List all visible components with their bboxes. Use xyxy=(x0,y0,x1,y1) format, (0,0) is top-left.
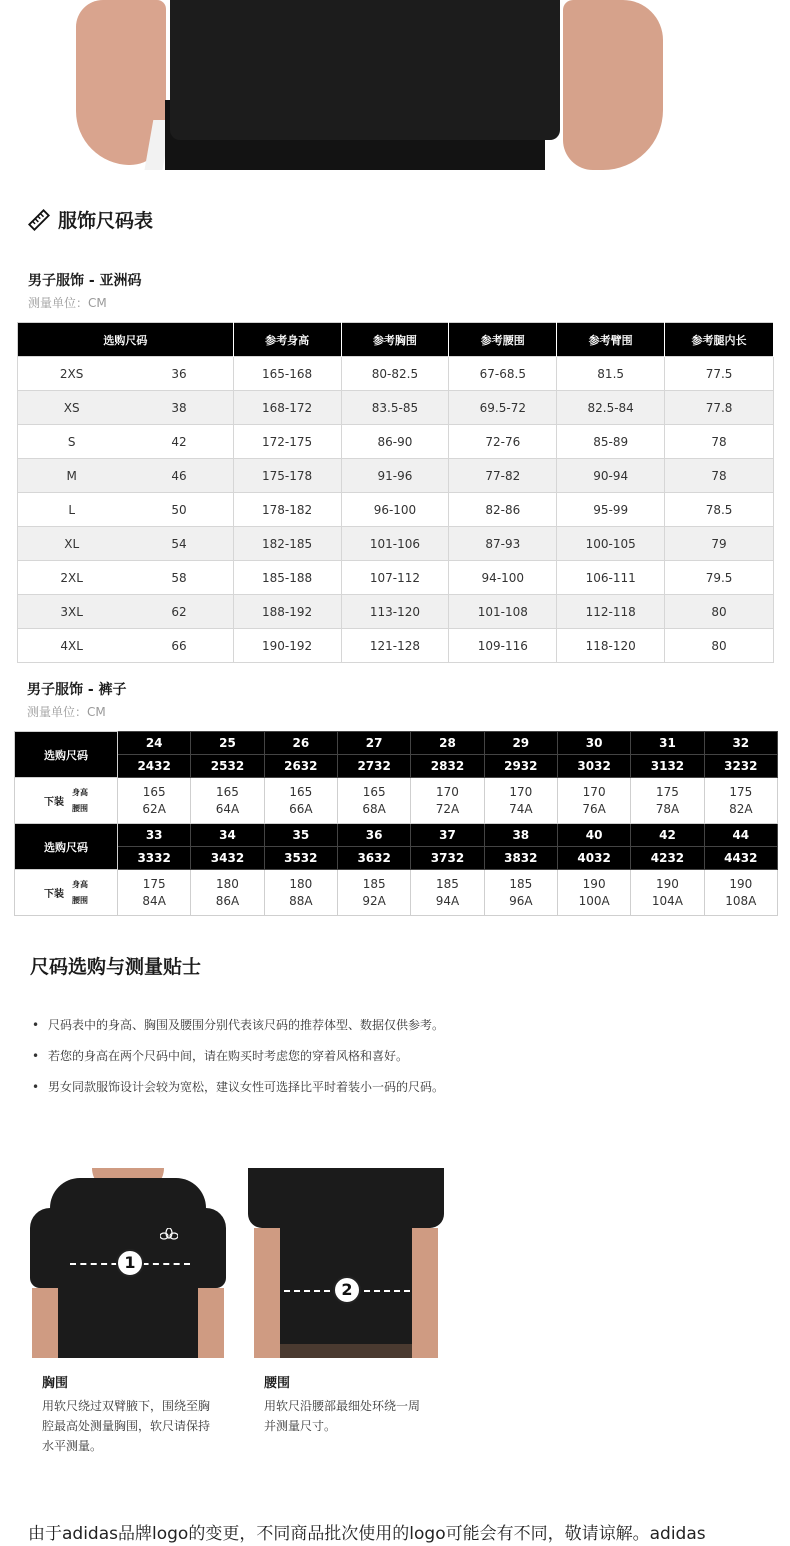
table-cell: 90-94 xyxy=(557,459,665,493)
waist-desc: 用软尺沿腰部最细处环绕一周并测量尺寸。 xyxy=(264,1399,421,1433)
table-cell: 118-120 xyxy=(557,629,665,663)
waist-value: 66A xyxy=(289,801,313,816)
table-cell: 62 xyxy=(125,595,233,629)
tshirt xyxy=(278,1168,414,1344)
size-cell: 29 xyxy=(484,732,557,755)
table-cell: XL xyxy=(18,527,126,561)
table-cell: 175-178 xyxy=(233,459,341,493)
table-cell: 79.5 xyxy=(665,561,774,595)
table-row xyxy=(15,755,778,778)
table-cell: 3XL xyxy=(18,595,126,629)
table-cell: 66 xyxy=(125,629,233,663)
table-cell: 78 xyxy=(665,459,774,493)
waist-badge: 2 xyxy=(333,1276,361,1304)
waist-value: 100A xyxy=(578,893,610,908)
table-cell: 38 xyxy=(125,391,233,425)
table-row xyxy=(15,870,778,916)
table-cell: 79 xyxy=(665,527,774,561)
ruler-icon xyxy=(28,209,50,231)
waist-label: 腰围 xyxy=(72,895,88,905)
col-header: 参考胸围 xyxy=(341,323,449,357)
section-title: 服饰尺码表 xyxy=(58,210,154,232)
value-cell xyxy=(337,870,410,916)
table-cell: 77-82 xyxy=(449,459,557,493)
col-header: 参考身高 xyxy=(233,323,341,357)
table-cell: 67-68.5 xyxy=(449,357,557,391)
arm-left xyxy=(254,1228,280,1358)
size-cell: 28 xyxy=(411,732,484,755)
code-cell: 2432 xyxy=(118,755,191,778)
chest-desc: 用软尺绕过双臂腋下，围绕至胸腔最高处测量胸围，软尺请保持水平测量。 xyxy=(42,1399,211,1453)
height-value: 165 xyxy=(289,784,313,799)
size-cell: 25 xyxy=(191,732,264,755)
table-cell: 2XL xyxy=(18,561,126,595)
code-cell: 3032 xyxy=(557,755,630,778)
table-row xyxy=(15,824,778,847)
table-cell: 78 xyxy=(665,425,774,459)
size-cell: 38 xyxy=(484,824,557,847)
code-cell: 4232 xyxy=(631,847,704,870)
code-cell: 3532 xyxy=(264,847,337,870)
table-cell: XS xyxy=(18,391,126,425)
table-cell: 46 xyxy=(125,459,233,493)
table-cell: 106-111 xyxy=(557,561,665,595)
table-row xyxy=(18,425,774,459)
value-cell xyxy=(411,870,484,916)
waist-value: 104A xyxy=(651,893,684,908)
size-cell: 32 xyxy=(704,732,777,755)
table-cell: 85-89 xyxy=(557,425,665,459)
table-cell: 96-100 xyxy=(341,493,449,527)
table1-title: 男子服饰 - 亚洲码 xyxy=(28,273,142,289)
list-item: • 尺码表中的身高、胸围及腰围分别代表该尺码的推荐体型、数据仅供参考。 xyxy=(30,1016,450,1035)
waist-value: 74A xyxy=(509,801,533,816)
table-cell: 82.5-84 xyxy=(557,391,665,425)
table2-title: 男子服饰 - 裤子 xyxy=(27,682,127,698)
code-cell: 2832 xyxy=(411,755,484,778)
height-value: 175 xyxy=(656,784,679,799)
table-cell: 182-185 xyxy=(233,527,341,561)
table-cell: L xyxy=(18,493,126,527)
table1-unit: 测量单位：CM xyxy=(28,296,107,310)
table-cell: 54 xyxy=(125,527,233,561)
waist-value: 94A xyxy=(435,893,460,908)
bottom-label: 下装 xyxy=(44,797,64,808)
sleeve-right xyxy=(404,1168,444,1228)
table-row xyxy=(18,459,774,493)
waist-value: 92A xyxy=(362,893,386,908)
footer-note: 由于adidas品牌logo的变更，不同商品批次使用的logo可能会有不同，敬请谅解。adidas xyxy=(28,1524,706,1544)
height-value: 185 xyxy=(436,876,459,891)
waist-label: 腰围 xyxy=(72,803,88,813)
table-cell: 87-93 xyxy=(449,527,557,561)
height-value: 170 xyxy=(582,784,606,799)
size-cell: 37 xyxy=(411,824,484,847)
black-tshirt xyxy=(170,0,560,140)
chest-title: 胸围 xyxy=(42,1376,69,1391)
table-cell: 165-168 xyxy=(233,357,341,391)
height-value: 175 xyxy=(142,876,166,891)
size-cell: 40 xyxy=(557,824,630,847)
waist-value: 68A xyxy=(362,801,386,816)
height-value: 190 xyxy=(729,876,753,891)
table-cell: 188-192 xyxy=(233,595,341,629)
sleeve-left xyxy=(248,1168,288,1228)
bottom-label: 下装 xyxy=(44,889,64,900)
value-cell xyxy=(484,870,557,916)
table-cell: 86-90 xyxy=(341,425,449,459)
table-cell: 109-116 xyxy=(449,629,557,663)
sleeve-left xyxy=(30,1208,70,1288)
height-value: 165 xyxy=(216,784,239,799)
col-header: 参考腿内长 xyxy=(665,323,774,357)
table-header-row xyxy=(18,323,774,357)
code-cell: 2932 xyxy=(484,755,557,778)
code-cell: 3632 xyxy=(337,847,410,870)
table-cell: 80 xyxy=(665,629,774,663)
size-cell: 31 xyxy=(631,732,704,755)
table-cell: 178-182 xyxy=(233,493,341,527)
waist-value: 96A xyxy=(509,893,533,908)
pants-size-table xyxy=(14,731,778,916)
size-cell: 33 xyxy=(118,824,191,847)
waist-title: 腰围 xyxy=(264,1376,291,1391)
value-cell xyxy=(191,870,264,916)
size-cell: 27 xyxy=(337,732,410,755)
row-label xyxy=(15,778,118,824)
table-cell: 172-175 xyxy=(233,425,341,459)
right-hand xyxy=(563,0,663,170)
table-cell: 36 xyxy=(125,357,233,391)
table-cell: 2XS xyxy=(18,357,126,391)
table-cell: 107-112 xyxy=(341,561,449,595)
waist-value: 108A xyxy=(725,893,757,908)
waist-value: 82A xyxy=(729,801,753,816)
height-value: 165 xyxy=(362,784,386,799)
table-row xyxy=(15,732,778,755)
table-cell: S xyxy=(18,425,126,459)
arm-right xyxy=(412,1228,438,1358)
table-cell: 80 xyxy=(665,595,774,629)
size-cell: 42 xyxy=(631,824,704,847)
list-item: • 男女同款服饰设计会较为宽松，建议女性可选择比平时着装小一码的尺码。 xyxy=(30,1078,450,1097)
value-cell xyxy=(118,870,191,916)
col-header: 参考腰围 xyxy=(449,323,557,357)
table-cell: 121-128 xyxy=(341,629,449,663)
table-row xyxy=(18,595,774,629)
table-cell: 95-99 xyxy=(557,493,665,527)
value-cell xyxy=(484,778,557,824)
value-cell xyxy=(264,778,337,824)
waist-value: 64A xyxy=(215,801,240,816)
waist-value: 86A xyxy=(215,893,240,908)
table-cell: 101-106 xyxy=(341,527,449,561)
table-cell: 100-105 xyxy=(557,527,665,561)
height-value: 185 xyxy=(509,876,533,891)
col-header: 选购尺码 xyxy=(18,323,234,357)
table-cell: 72-76 xyxy=(449,425,557,459)
size-cell: 44 xyxy=(704,824,777,847)
arm-left xyxy=(32,1288,58,1358)
table-cell: 50 xyxy=(125,493,233,527)
code-cell: 4032 xyxy=(557,847,630,870)
table-row xyxy=(18,527,774,561)
arm-right xyxy=(198,1288,224,1358)
pants xyxy=(280,1344,412,1358)
table-row xyxy=(18,357,774,391)
height-value: 185 xyxy=(362,876,386,891)
height-value: 170 xyxy=(436,784,459,799)
waist-value: 76A xyxy=(582,801,606,816)
height-label: 身高 xyxy=(72,879,88,889)
size-label: 选购尺码 xyxy=(15,824,118,870)
table-cell: 77.8 xyxy=(665,391,774,425)
value-cell xyxy=(557,778,630,824)
table-cell: 101-108 xyxy=(449,595,557,629)
table-cell: 4XL xyxy=(18,629,126,663)
table2-unit: 测量单位：CM xyxy=(27,705,106,719)
table-cell: 94-100 xyxy=(449,561,557,595)
code-cell: 3432 xyxy=(191,847,264,870)
table-row xyxy=(18,629,774,663)
height-value: 170 xyxy=(509,784,533,799)
height-value: 190 xyxy=(582,876,606,891)
code-cell: 2632 xyxy=(264,755,337,778)
value-cell xyxy=(704,870,777,916)
table-cell: 81.5 xyxy=(557,357,665,391)
table-cell: 77.5 xyxy=(665,357,774,391)
table-cell: 83.5-85 xyxy=(341,391,449,425)
chest-measure-photo xyxy=(30,1168,226,1358)
size-cell: 24 xyxy=(118,732,191,755)
col-header: 参考臂围 xyxy=(557,323,665,357)
size-cell: 26 xyxy=(264,732,337,755)
value-cell xyxy=(118,778,191,824)
code-cell: 3232 xyxy=(704,755,777,778)
table-cell: 80-82.5 xyxy=(341,357,449,391)
table-cell: 78.5 xyxy=(665,493,774,527)
waist-value: 88A xyxy=(289,893,313,908)
waist-measure-photo xyxy=(248,1168,444,1358)
table-row xyxy=(15,778,778,824)
table-cell: 168-172 xyxy=(233,391,341,425)
product-photo xyxy=(0,0,790,170)
table-row xyxy=(18,493,774,527)
height-value: 180 xyxy=(216,876,239,891)
height-value: 165 xyxy=(142,784,166,799)
table-cell: 58 xyxy=(125,561,233,595)
value-cell xyxy=(631,870,704,916)
waist-value: 78A xyxy=(655,801,680,816)
code-cell: 3132 xyxy=(631,755,704,778)
waist-value: 62A xyxy=(142,801,166,816)
code-cell: 4432 xyxy=(704,847,777,870)
row-label xyxy=(15,870,118,916)
value-cell xyxy=(411,778,484,824)
value-cell xyxy=(557,870,630,916)
table-row xyxy=(18,391,774,425)
value-cell xyxy=(191,778,264,824)
height-value: 180 xyxy=(289,876,313,891)
table-row xyxy=(18,561,774,595)
table-row xyxy=(15,847,778,870)
table-cell: 185-188 xyxy=(233,561,341,595)
waist-value: 72A xyxy=(435,801,460,816)
code-cell: 3732 xyxy=(411,847,484,870)
chest-badge: 1 xyxy=(116,1249,144,1277)
table-cell: 82-86 xyxy=(449,493,557,527)
sleeve-right xyxy=(186,1208,226,1288)
tips-title: 尺码选购与测量贴士 xyxy=(30,956,202,978)
size-chart-heading xyxy=(28,206,153,233)
table-cell: 112-118 xyxy=(557,595,665,629)
table-cell: M xyxy=(18,459,126,493)
table-cell: 69.5-72 xyxy=(449,391,557,425)
value-cell xyxy=(704,778,777,824)
table-cell: 42 xyxy=(125,425,233,459)
table-cell: 190-192 xyxy=(233,629,341,663)
height-value: 175 xyxy=(729,784,753,799)
code-cell: 2732 xyxy=(337,755,410,778)
size-cell: 36 xyxy=(337,824,410,847)
table-cell: 91-96 xyxy=(341,459,449,493)
code-cell: 3832 xyxy=(484,847,557,870)
code-cell: 2532 xyxy=(191,755,264,778)
trefoil-logo-icon xyxy=(160,1228,178,1242)
waist-value: 84A xyxy=(142,893,166,908)
value-cell xyxy=(337,778,410,824)
height-label: 身高 xyxy=(72,787,88,797)
value-cell xyxy=(631,778,704,824)
size-cell: 35 xyxy=(264,824,337,847)
asia-size-table xyxy=(17,322,774,663)
height-value: 190 xyxy=(656,876,679,891)
tips-list xyxy=(30,1016,450,1109)
list-item: • 若您的身高在两个尺码中间，请在购买时考虑您的穿着风格和喜好。 xyxy=(30,1047,450,1066)
value-cell xyxy=(264,870,337,916)
code-cell: 3332 xyxy=(118,847,191,870)
table-cell: 113-120 xyxy=(341,595,449,629)
size-cell: 34 xyxy=(191,824,264,847)
size-cell: 30 xyxy=(557,732,630,755)
size-label: 选购尺码 xyxy=(15,732,118,778)
